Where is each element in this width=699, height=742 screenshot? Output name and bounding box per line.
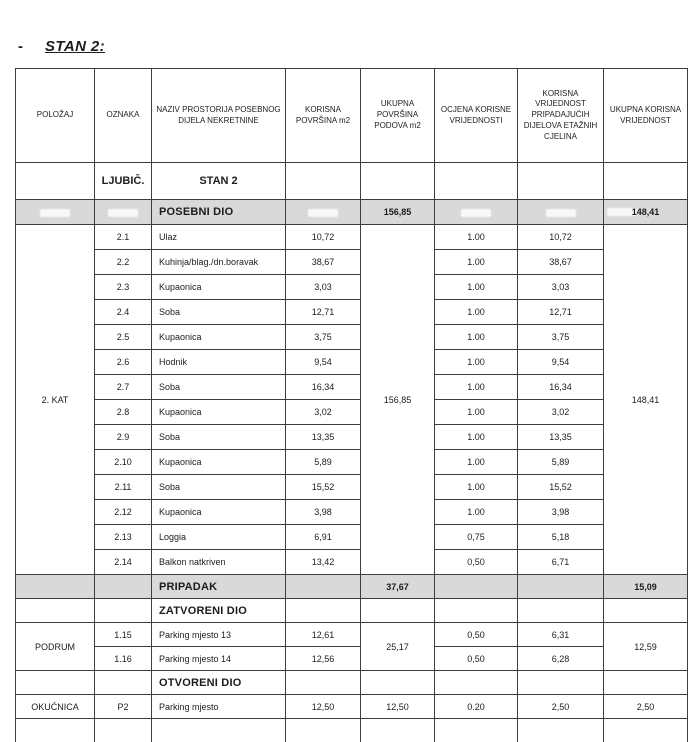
podrum-polozaj: PODRUM	[16, 623, 95, 671]
room-vrijednost: 16,34	[518, 375, 604, 400]
posebni-dio-ukupna-vrijednost: 148,41	[632, 207, 660, 217]
col-header-ukupna-povrsina: UKUPNA POVRŠINA PODOVA m2	[361, 69, 435, 163]
room-row	[16, 450, 688, 475]
otvoreni-dio-label: OTVORENI DIO	[152, 671, 286, 695]
podrum-row-1	[16, 623, 688, 647]
zatvoreni-dio-row	[16, 599, 688, 623]
podrum-row-2	[16, 647, 688, 671]
room-povrsina: 3,02	[286, 400, 361, 425]
room-povrsina: 13,42	[286, 550, 361, 575]
room-ocjena: 1.00	[435, 475, 518, 500]
empty-cell	[604, 671, 688, 695]
apartment-oznaka: LJUBIČ.	[95, 163, 152, 200]
posebni-dio-ukupna-povrsina: 156,85	[361, 200, 435, 225]
empty-cell	[361, 719, 435, 742]
empty-cell	[435, 719, 518, 742]
room-ocjena: 1.00	[435, 300, 518, 325]
empty-cell	[435, 575, 518, 599]
table-header	[16, 69, 688, 163]
pripadak-row	[16, 575, 688, 599]
posebni-dio-ukupna-vrijednost-cell	[604, 200, 688, 225]
valuation-table	[15, 68, 688, 742]
room-povrsina: 3,98	[286, 500, 361, 525]
empty-cell	[95, 719, 152, 742]
room-naziv: Kupaonica	[152, 325, 286, 350]
empty-cell	[604, 599, 688, 623]
page-title: STAN 2:	[45, 38, 105, 55]
room-row	[16, 425, 688, 450]
empty-cell	[435, 200, 518, 225]
empty-cell	[16, 200, 95, 225]
empty-cell	[16, 719, 95, 742]
room-vrijednost: 12,71	[518, 300, 604, 325]
room-naziv: Soba	[152, 300, 286, 325]
podrum-ocjena: 0,50	[435, 623, 518, 647]
room-vrijednost: 5,89	[518, 450, 604, 475]
room-naziv: Loggia	[152, 525, 286, 550]
okucnica-polozaj: OKUĆNICA	[16, 695, 95, 719]
room-vrijednost: 3,02	[518, 400, 604, 425]
room-row	[16, 250, 688, 275]
room-row	[16, 225, 688, 250]
room-row	[16, 300, 688, 325]
posebni-dio-label: POSEBNI DIO	[152, 200, 286, 225]
watermark	[461, 209, 491, 217]
podrum-ocjena: 0,50	[435, 647, 518, 671]
col-header-ocjena: OCJENA KORISNE VRIJEDNOSTI	[435, 69, 518, 163]
room-oznaka: 2.10	[95, 450, 152, 475]
podrum-oznaka: 1.15	[95, 623, 152, 647]
room-povrsina: 5,89	[286, 450, 361, 475]
room-oznaka: 2.5	[95, 325, 152, 350]
podrum-vrijednost: 6,28	[518, 647, 604, 671]
room-row	[16, 400, 688, 425]
room-oznaka: 2.7	[95, 375, 152, 400]
room-oznaka: 2.11	[95, 475, 152, 500]
room-vrijednost: 15,52	[518, 475, 604, 500]
room-ocjena: 1.00	[435, 250, 518, 275]
watermark	[546, 209, 576, 217]
empty-cell	[518, 671, 604, 695]
room-row	[16, 375, 688, 400]
kat-ukupna-povrsina-cell: 156,85	[361, 225, 435, 575]
room-povrsina: 6,91	[286, 525, 361, 550]
page-title-row	[18, 38, 699, 55]
empty-cell	[286, 671, 361, 695]
empty-cell	[152, 719, 286, 742]
room-naziv: Soba	[152, 425, 286, 450]
room-povrsina: 3,03	[286, 275, 361, 300]
room-vrijednost: 38,67	[518, 250, 604, 275]
watermark	[308, 209, 338, 217]
podrum-ukupna-povrsina: 25,17	[361, 623, 435, 671]
okucnica-naziv: Parking mjesto	[152, 695, 286, 719]
empty-cell	[16, 575, 95, 599]
col-header-oznaka: OZNAKA	[95, 69, 152, 163]
empty-cell	[518, 200, 604, 225]
kat-ukupna-vrijednost-cell: 148,41	[604, 225, 688, 575]
empty-cell	[16, 671, 95, 695]
room-oznaka: 2.3	[95, 275, 152, 300]
document-page	[0, 38, 699, 742]
clipped-row	[16, 719, 688, 742]
room-vrijednost: 3,03	[518, 275, 604, 300]
watermark	[40, 209, 70, 217]
room-row	[16, 325, 688, 350]
room-naziv: Kupaonica	[152, 275, 286, 300]
room-povrsina: 13,35	[286, 425, 361, 450]
room-povrsina: 3,75	[286, 325, 361, 350]
col-header-naziv: NAZIV PROSTORIJA POSEBNOG DIJELA NEKRETNINE	[152, 69, 286, 163]
room-naziv: Balkon natkriven	[152, 550, 286, 575]
room-povrsina: 12,71	[286, 300, 361, 325]
room-ocjena: 0,75	[435, 525, 518, 550]
room-vrijednost: 3,75	[518, 325, 604, 350]
room-row	[16, 550, 688, 575]
empty-cell	[286, 163, 361, 200]
empty-cell	[361, 163, 435, 200]
room-oznaka: 2.2	[95, 250, 152, 275]
room-oznaka: 2.12	[95, 500, 152, 525]
room-oznaka: 2.6	[95, 350, 152, 375]
room-ocjena: 1.00	[435, 325, 518, 350]
room-povrsina: 15,52	[286, 475, 361, 500]
empty-cell	[286, 599, 361, 623]
empty-cell	[95, 671, 152, 695]
kat-polozaj-cell: 2. KAT	[16, 225, 95, 575]
room-naziv: Kupaonica	[152, 450, 286, 475]
empty-cell	[95, 575, 152, 599]
empty-cell	[361, 599, 435, 623]
room-oznaka: 2.1	[95, 225, 152, 250]
empty-cell	[518, 163, 604, 200]
room-ocjena: 1.00	[435, 500, 518, 525]
col-header-korisna-vrijednost: KORISNA VRIJEDNOST PRIPADAJUĆIH DIJELOVA ETAŽNIH CJELINA	[518, 69, 604, 163]
room-row	[16, 500, 688, 525]
room-povrsina: 16,34	[286, 375, 361, 400]
room-naziv: Kupaonica	[152, 500, 286, 525]
okucnica-ukupna-povrsina: 12,50	[361, 695, 435, 719]
empty-cell	[286, 719, 361, 742]
room-naziv: Ulaz	[152, 225, 286, 250]
room-povrsina: 10,72	[286, 225, 361, 250]
empty-cell	[286, 200, 361, 225]
room-ocjena: 1.00	[435, 275, 518, 300]
room-row	[16, 475, 688, 500]
empty-cell	[16, 599, 95, 623]
room-row	[16, 525, 688, 550]
room-ocjena: 0,50	[435, 550, 518, 575]
room-naziv: Soba	[152, 375, 286, 400]
zatvoreni-dio-label: ZATVORENI DIO	[152, 599, 286, 623]
room-ocjena: 1.00	[435, 400, 518, 425]
otvoreni-dio-row	[16, 671, 688, 695]
empty-cell	[435, 163, 518, 200]
room-vrijednost: 6,71	[518, 550, 604, 575]
room-row	[16, 275, 688, 300]
empty-cell	[95, 599, 152, 623]
empty-cell	[361, 671, 435, 695]
podrum-povrsina: 12,61	[286, 623, 361, 647]
podrum-naziv: Parking mjesto 13	[152, 623, 286, 647]
okucnica-ukupna-vrijednost: 2,50	[604, 695, 688, 719]
podrum-naziv: Parking mjesto 14	[152, 647, 286, 671]
empty-cell	[518, 719, 604, 742]
podrum-oznaka: 1.16	[95, 647, 152, 671]
col-header-polozaj: POLOŽAJ	[16, 69, 95, 163]
room-naziv: Kupaonica	[152, 400, 286, 425]
room-ocjena: 1.00	[435, 450, 518, 475]
okucnica-ocjena: 0.20	[435, 695, 518, 719]
pripadak-label: PRIPADAK	[152, 575, 286, 599]
col-header-korisna-povrsina: KORISNA POVRŠINA m2	[286, 69, 361, 163]
room-ocjena: 1.00	[435, 425, 518, 450]
empty-cell	[286, 575, 361, 599]
room-oznaka: 2.13	[95, 525, 152, 550]
empty-cell	[604, 719, 688, 742]
podrum-povrsina: 12,56	[286, 647, 361, 671]
col-header-ukupna-vrijednost: UKUPNA KORISNA VRIJEDNOST	[604, 69, 688, 163]
podrum-ukupna-vrijednost: 12,59	[604, 623, 688, 671]
room-row	[16, 350, 688, 375]
room-oznaka: 2.8	[95, 400, 152, 425]
podrum-vrijednost: 6,31	[518, 623, 604, 647]
room-naziv: Kuhinja/blag./dn.boravak	[152, 250, 286, 275]
title-dash: -	[18, 38, 45, 55]
okucnica-vrijednost: 2,50	[518, 695, 604, 719]
room-naziv: Soba	[152, 475, 286, 500]
empty-cell	[435, 671, 518, 695]
empty-cell	[95, 200, 152, 225]
room-vrijednost: 5,18	[518, 525, 604, 550]
okucnica-oznaka: P2	[95, 695, 152, 719]
watermark	[108, 209, 138, 217]
room-naziv: Hodnik	[152, 350, 286, 375]
empty-cell	[435, 599, 518, 623]
empty-cell	[16, 163, 95, 200]
room-ocjena: 1.00	[435, 350, 518, 375]
room-ocjena: 1.00	[435, 225, 518, 250]
room-oznaka: 2.14	[95, 550, 152, 575]
empty-cell	[518, 599, 604, 623]
room-ocjena: 1.00	[435, 375, 518, 400]
empty-cell	[604, 163, 688, 200]
room-vrijednost: 10,72	[518, 225, 604, 250]
apartment-naziv: STAN 2	[152, 163, 286, 200]
empty-cell	[518, 575, 604, 599]
apartment-row	[16, 163, 688, 200]
room-povrsina: 38,67	[286, 250, 361, 275]
room-oznaka: 2.9	[95, 425, 152, 450]
pripadak-ukupna-vrijednost: 15,09	[604, 575, 688, 599]
room-oznaka: 2.4	[95, 300, 152, 325]
okucnica-row	[16, 695, 688, 719]
okucnica-povrsina: 12,50	[286, 695, 361, 719]
table-body	[16, 163, 688, 742]
room-vrijednost: 13,35	[518, 425, 604, 450]
room-povrsina: 9,54	[286, 350, 361, 375]
room-vrijednost: 9,54	[518, 350, 604, 375]
posebni-dio-row	[16, 200, 688, 225]
pripadak-ukupna-povrsina: 37,67	[361, 575, 435, 599]
room-vrijednost: 3,98	[518, 500, 604, 525]
header-row	[16, 69, 688, 163]
